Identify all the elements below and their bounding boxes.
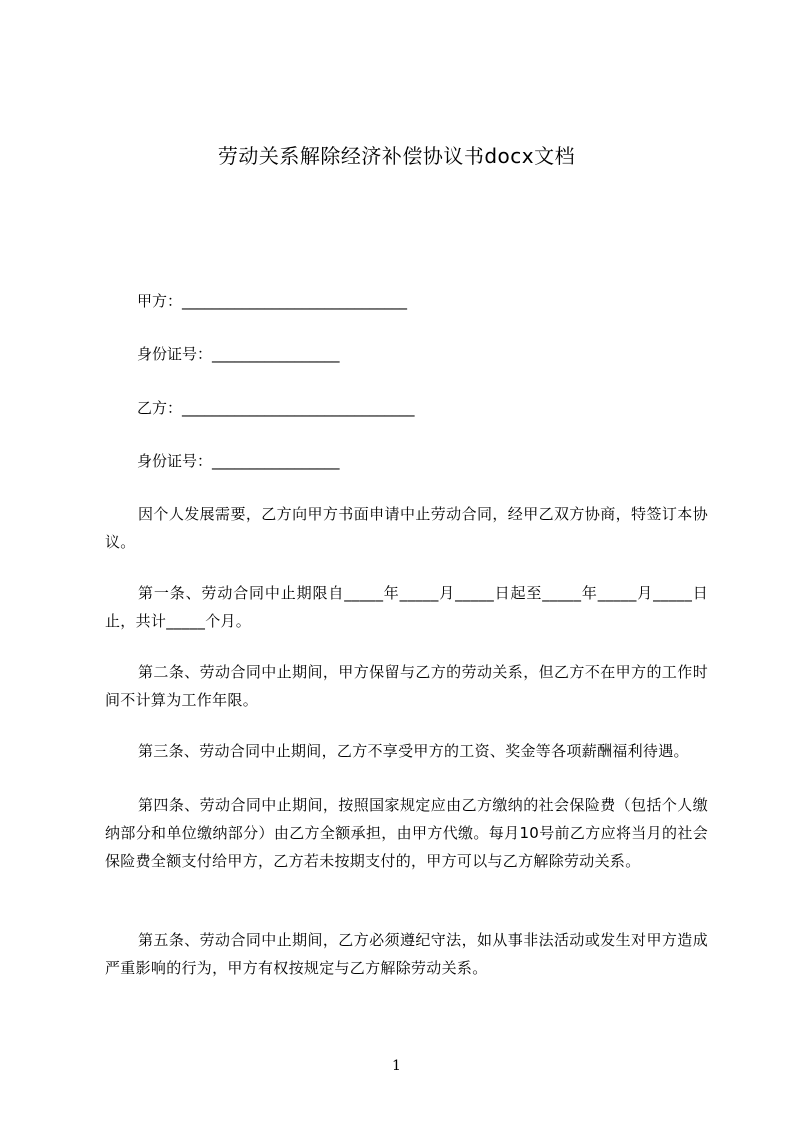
party-a-id-blank: _________________ — [212, 345, 340, 363]
document-title: 劳动关系解除经济补偿协议书docx文档 — [217, 144, 576, 168]
party-b-id-label: 身份证号： — [137, 452, 213, 470]
article-1-paragraph: 第一条、劳动合同中止期限自_____年_____月_____日起至_____年_____月_____日止，共计_____个月。 — [105, 584, 708, 630]
party-b-blank: _______________________________ — [182, 399, 415, 417]
party-a-blank: ______________________________ — [182, 292, 408, 310]
party-a-field — [137, 291, 407, 311]
party-a-id-label: 身份证号： — [137, 345, 213, 363]
party-a-label: 甲方： — [137, 292, 183, 310]
party-b-label: 乙方： — [137, 399, 183, 417]
article-4-paragraph: 第四条、劳动合同中止期间，按照国家规定应由乙方缴纳的社会保险费（包括个人缴纳部分和单位缴纳部分）由乙方全额承担，由甲方代缴。每月10号前乙方应将当月的社会保险费全额支付给甲方，乙方若未按期支付的，甲方可以与乙方解除劳动关系。 — [105, 796, 708, 870]
party-b-id-blank: _________________ — [212, 452, 340, 470]
article-5-paragraph: 第五条、劳动合同中止期间，乙方必须遵纪守法，如从事非法活动或发生对甲方造成严重影响的行为，甲方有权按规定与乙方解除劳动关系。 — [105, 931, 708, 977]
party-b-id-field — [137, 451, 340, 471]
party-a-id-field — [137, 344, 340, 364]
article-3-paragraph: 第三条、劳动合同中止期间，乙方不享受甲方的工资、奖金等各项薪酬福利待遇。 — [138, 742, 689, 760]
intro-paragraph: 因个人发展需要，乙方向甲方书面申请中止劳动合同，经甲乙双方协商，特签订本协议。 — [105, 505, 708, 551]
page-number: 1 — [392, 1058, 401, 1074]
party-b-field — [137, 398, 415, 418]
article-2-paragraph: 第二条、劳动合同中止期间，甲方保留与乙方的劳动关系，但乙方不在甲方的工作时间不计算为工作年限。 — [105, 663, 708, 709]
